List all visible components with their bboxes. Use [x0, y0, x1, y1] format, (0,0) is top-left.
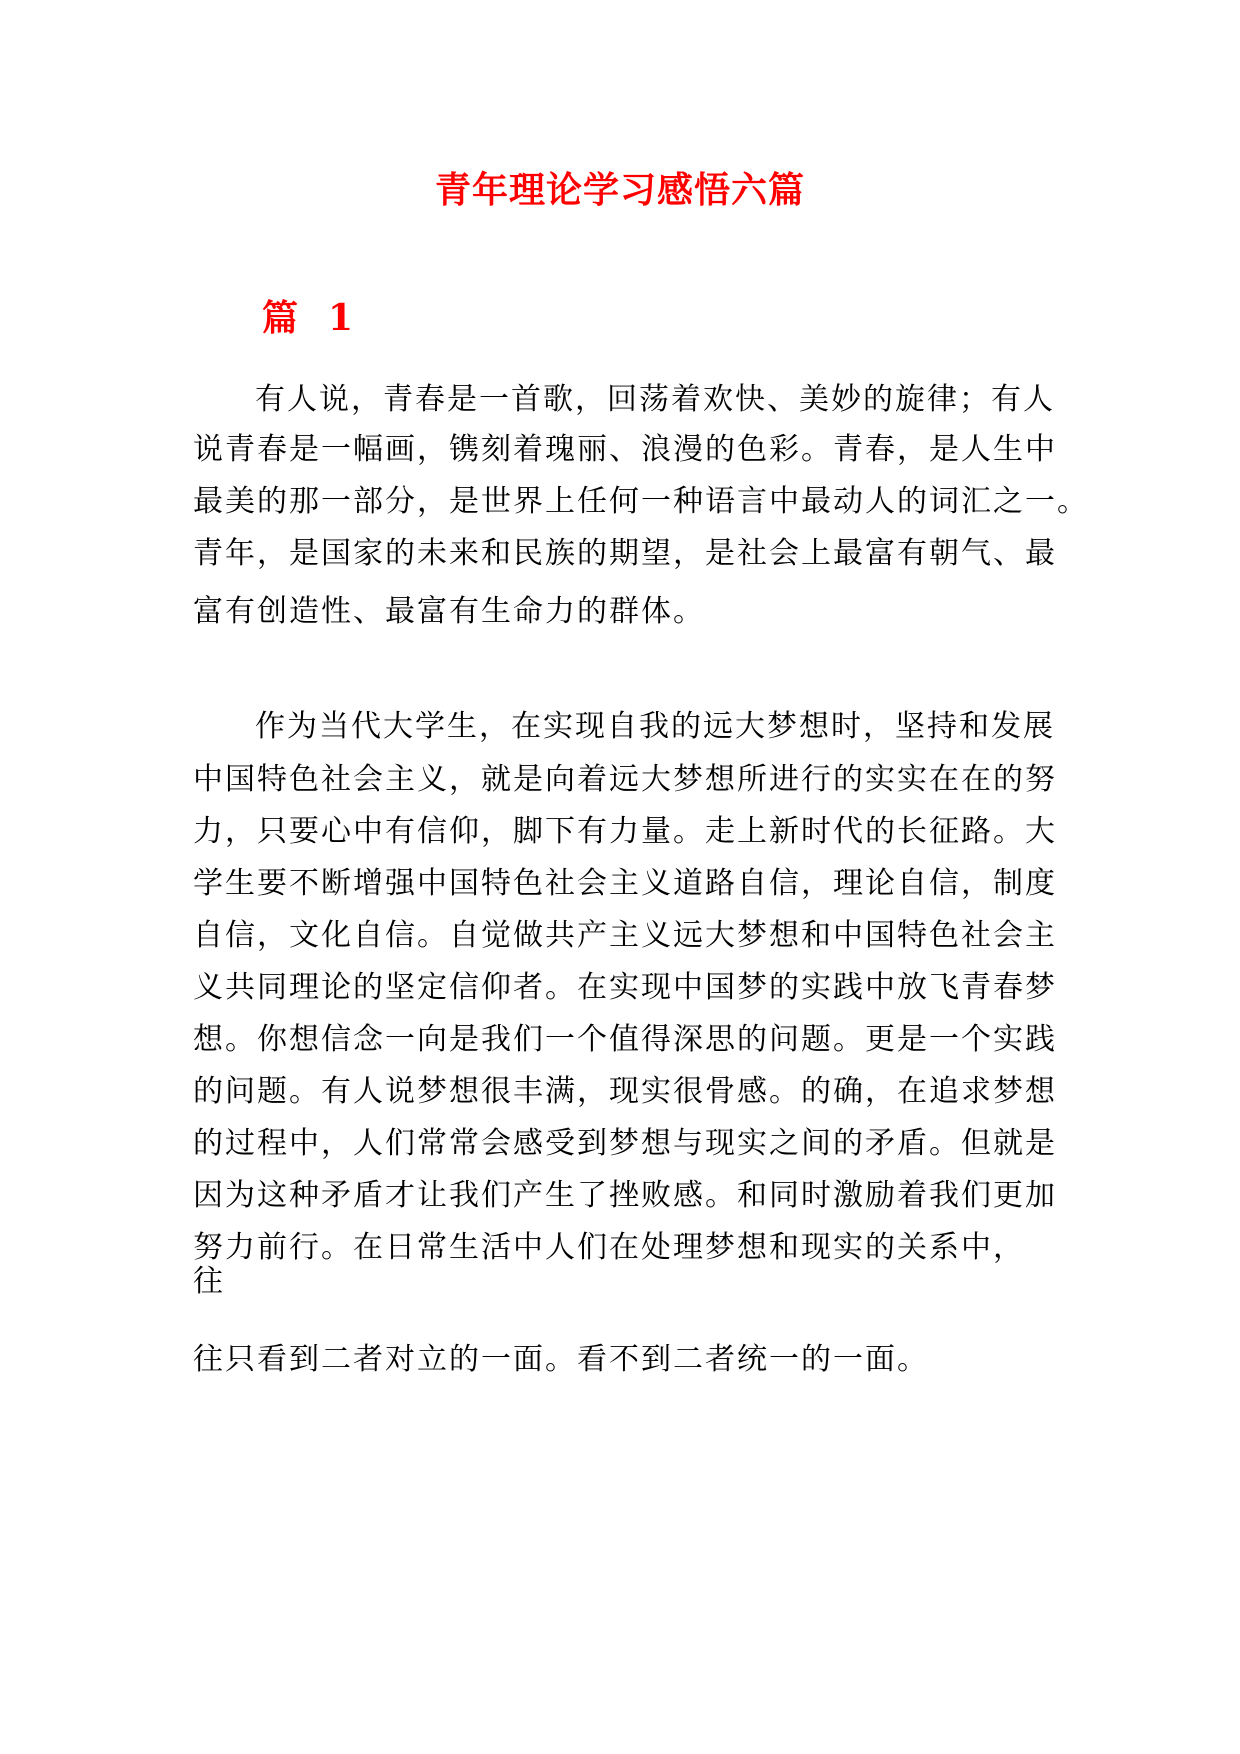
- paragraph-2-line-10: 因为这种矛盾才让我们产生了挫败感。和同时激励着我们更加: [193, 1178, 1057, 1213]
- paragraph-2-line-9: 的过程中，人们常常会感受到梦想与现实之间的矛盾。但就是: [193, 1126, 1057, 1161]
- paragraph-1-line-4: 青年，是国家的未来和民族的期望，是社会上最富有朝气、最: [193, 536, 1057, 571]
- paragraph-2-line-11: 努力前行。在日常生活中人们在处理梦想和现实的关系中，: [193, 1230, 1025, 1265]
- document-title: 青年理论学习感悟六篇: [434, 169, 805, 211]
- paragraph-2-line-5: 自信，文化自信。自觉做共产主义远大梦想和中国特色社会主: [193, 918, 1057, 953]
- section-number: 1: [328, 297, 354, 339]
- paragraph-2-line-1: 作为当代大学生，在实现自我的远大梦想时，坚持和发展: [255, 709, 1055, 744]
- section-heading-label: 篇: [262, 297, 299, 339]
- paragraph-2-line-3: 力，只要心中有信仰，脚下有力量。走上新时代的长征路。大: [193, 814, 1057, 849]
- paragraph-2-line-4: 学生要不断增强中国特色社会主义道路自信，理论自信，制度: [193, 866, 1057, 901]
- section-heading: [262, 296, 353, 340]
- paragraph-2-line-12: 往: [193, 1264, 225, 1299]
- paragraph-1-line-3: 最美的那一部分，是世界上任何一种语言中最动人的词汇之一。: [193, 484, 1089, 519]
- paragraph-2-line-2: 中国特色社会主义，就是向着远大梦想所进行的实实在在的努: [193, 762, 1057, 797]
- paragraph-1-line-1: 有人说，青春是一首歌，回荡着欢快、美妙的旋律；有人: [255, 382, 1055, 417]
- paragraph-1-line-5: 富有创造性、最富有生命力的群体。: [193, 594, 705, 629]
- paragraph-2-line-7: 想。你想信念一向是我们一个值得深思的问题。更是一个实践: [193, 1022, 1057, 1057]
- paragraph-2-line-8: 的问题。有人说梦想很丰满，现实很骨感。的确，在追求梦想: [193, 1074, 1057, 1109]
- paragraph-2-line-6: 义共同理论的坚定信仰者。在实现中国梦的实践中放飞青春梦: [193, 970, 1057, 1005]
- paragraph-1-line-2: 说青春是一幅画，镌刻着瑰丽、浪漫的色彩。青春，是人生中: [193, 432, 1057, 467]
- paragraph-2-line-13: 往只看到二者对立的一面。看不到二者统一的一面。: [193, 1342, 929, 1377]
